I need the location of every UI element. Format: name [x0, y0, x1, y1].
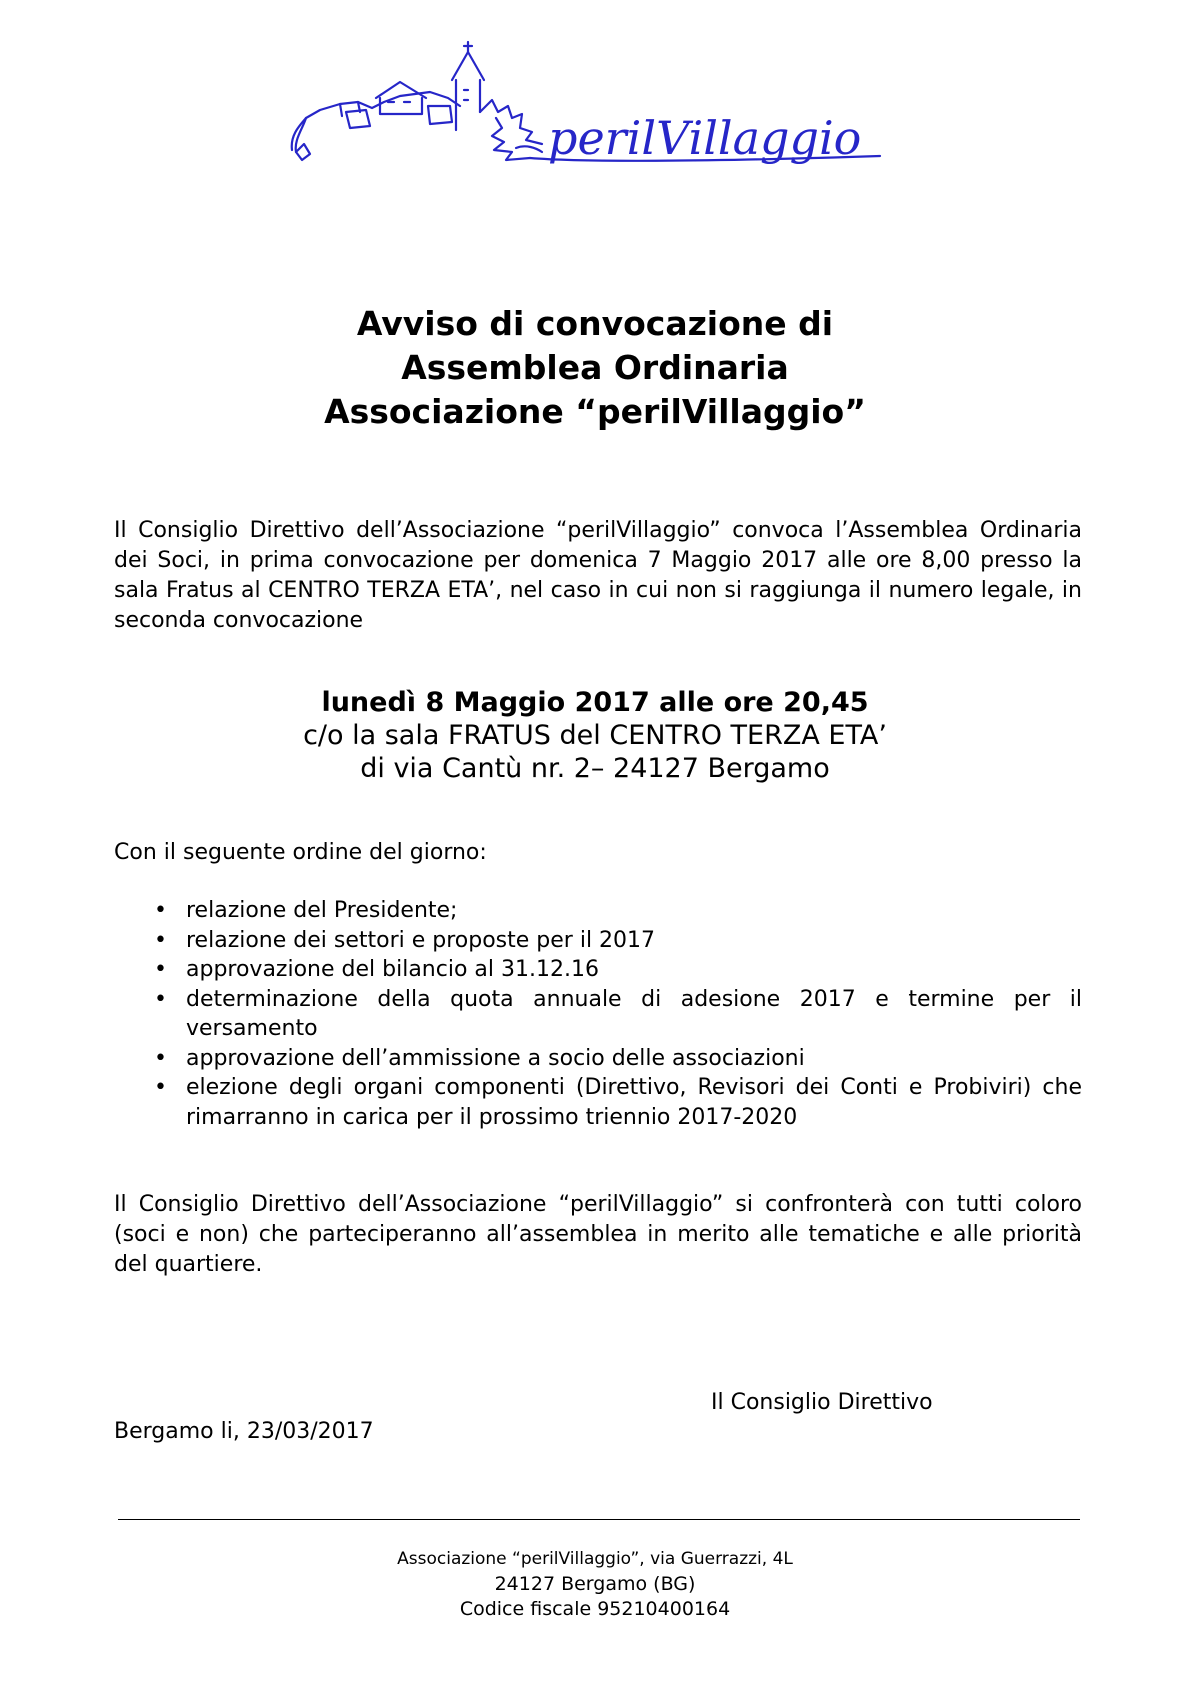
title-line-2: Assemblea Ordinaria — [401, 348, 789, 387]
logo-text: perilVillaggio — [548, 111, 862, 165]
meeting-venue: c/o la sala FRATUS del CENTRO TERZA ETA’ — [303, 720, 887, 751]
footer-city-line: 24127 Bergamo (BG) — [494, 1573, 696, 1595]
place-date: Bergamo li, 23/03/2017 — [114, 1419, 374, 1444]
closing-paragraph: Il Consiglio Direttivo dell’Associazione “perilVillaggio” si confronterà con tutti coloro (soci e non) che parteciperanno all’assemblea in merito alle tematiche e alle priorità del quartiere. — [114, 1192, 1082, 1277]
agenda-item: • approvazione dell’ammissione a socio delle associazioni — [114, 1044, 1082, 1074]
title-line-1: Avviso di convocazione di — [356, 304, 834, 343]
agenda-item: • elezione degli organi componenti (Direttivo, Revisori dei Conti e Probiviri) che rimarranno in carica per il prossimo triennio 2017-2020 — [114, 1073, 1082, 1132]
meeting-details — [0, 686, 1190, 785]
agenda-item: • approvazione del bilancio al 31.12.16 — [114, 955, 1082, 985]
meeting-date-time: lunedì 8 Maggio 2017 alle ore 20,45 — [321, 687, 869, 718]
footer — [0, 1547, 1190, 1622]
title-line-3: Associazione “perilVillaggio” — [324, 392, 866, 431]
village-logo-icon — [280, 40, 910, 190]
agenda-item: • relazione del Presidente; — [114, 896, 1082, 926]
footer-address-line: Associazione “perilVillaggio”, via Guerrazzi, 4L — [397, 1549, 793, 1569]
agenda-intro: Con il seguente ordine del giorno: — [114, 840, 487, 865]
signature: Il Consiglio Direttivo — [711, 1390, 933, 1415]
logo — [280, 40, 910, 190]
agenda-list — [114, 896, 1082, 1132]
agenda-item: • determinazione della quota annuale di adesione 2017 e termine per il versamento — [114, 985, 1082, 1044]
intro-paragraph: Il Consiglio Direttivo dell’Associazione “perilVillaggio” convoca l’Assemblea Ordinaria dei Soci, in prima convocazione per domenica 7 Maggio 2017 alle ore 8,00 presso la sala Fratus al CENTRO TERZA ETA’, nel caso in cui non si raggiunga il numero legale, in seconda convocazione — [114, 518, 1082, 633]
meeting-address: di via Cantù nr. 2– 24127 Bergamo — [360, 753, 830, 784]
agenda-item: • relazione dei settori e proposte per il 2017 — [114, 926, 1082, 956]
footer-tax-code: Codice fiscale 95210400164 — [459, 1598, 731, 1620]
footer-divider — [118, 1519, 1080, 1520]
page-title — [0, 302, 1190, 434]
